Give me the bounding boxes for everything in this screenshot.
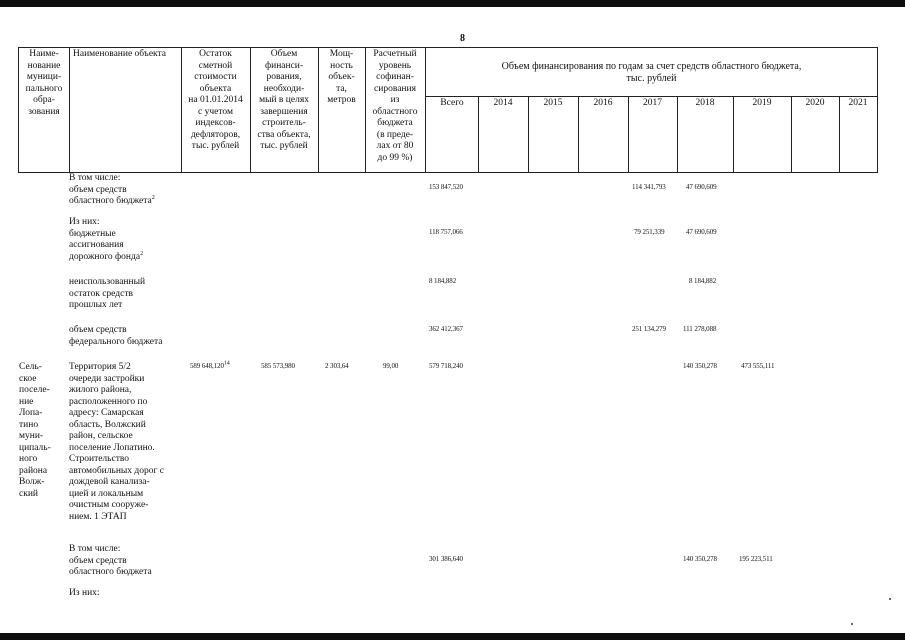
cell-cofinancing-level: 99,00 <box>383 362 399 370</box>
cell-2019: 473 555,111 <box>741 362 775 370</box>
cell-total: 118 757,066 <box>429 228 463 236</box>
table-row-label: В том числе: объем средств областного бюджета <box>69 544 152 577</box>
header-year-2014: 2014 <box>493 98 513 108</box>
header-funding-needed: Объем финанси- рования, необходи- мый в целях завершения строитель- ства объекта, тыс. рублей <box>257 49 311 151</box>
header-year-total: Всего <box>440 98 464 108</box>
header-municipality: Наиме- нование муници- пального обра- зования <box>25 49 63 117</box>
cell-total: 301 386,640 <box>429 555 463 563</box>
cell-funding-needed: 585 573,980 <box>261 362 295 370</box>
table-row-label: Из них: бюджетные ассигнования дорожного фонда$^2$ <box>69 217 144 262</box>
cell-capacity: 2 303,64 <box>325 362 349 370</box>
cell-2017: 114 341,793 <box>632 183 666 191</box>
table-row-label: неиспользованный остаток средств прошлых лет <box>69 277 146 310</box>
cell-total: 362 412,367 <box>429 325 463 333</box>
header-capacity: Мощ- ность объек- та, метров <box>327 49 356 105</box>
cell-2018: 111 278,088 <box>683 325 717 333</box>
header-year-2016: 2016 <box>593 98 613 108</box>
header-year-2019: 2019 <box>752 98 772 108</box>
cell-total: 8 184,882 <box>429 277 457 285</box>
cell-total: 579 718,240 <box>429 362 463 370</box>
cell-2017: 251 134,279 <box>632 325 666 333</box>
top-border <box>0 0 905 7</box>
bottom-border <box>0 633 905 640</box>
header-cofinancing-level: Расчетный уровень софинан- сирования из областного бюджета (в преде- лах от 80 до 99 %) <box>372 49 418 163</box>
table-row-label: В том числе: объем средств областного бюджета$^2$ <box>69 173 155 206</box>
cell-2018: 8 184,882 <box>689 277 717 285</box>
object-name: Территория 5/2 очереди застройки жилого района, расположенного по адресу: Самарская область, Волжский район, сельское поселение Лопатино. Строительство автомобильных дорог с дождевой канализа- цией и локальным очистным сооруже- нием. 1 ЭТАП <box>69 362 164 522</box>
header-year-2018: 2018 <box>695 98 715 108</box>
header-year-2015: 2015 <box>543 98 563 108</box>
header-year-2020: 2020 <box>805 98 825 108</box>
cell-balance: 589 648,120$^{14}$ <box>190 360 230 370</box>
cell-total: 153 847,520 <box>429 183 463 191</box>
scan-speck <box>851 623 853 625</box>
municipality-name: Сель- ское поселе- ние Лопа- тино муни- ципаль- ного района Волж- ский <box>19 362 51 499</box>
table-row-label: Из них: <box>69 588 100 598</box>
header-funding-by-year: Объем финансирования по годам за счет средств областного бюджета, тыс. рублей <box>501 61 802 84</box>
header-balance: Остаток сметной стоимости объекта на 01.01.2014 с учетом индексов- дефляторов, тыс. рублей <box>188 49 243 151</box>
cell-2018: 140 350,278 <box>683 362 717 370</box>
cell-2018: 47 690,609 <box>686 183 717 191</box>
cell-2018: 47 690,609 <box>686 228 717 236</box>
table-row-label: объем средств федерального бюджета <box>69 325 163 347</box>
header-year-2017: 2017 <box>643 98 662 108</box>
header-object-name: Наименование объекта <box>73 49 167 59</box>
scan-speck <box>889 598 891 600</box>
cell-2017: 79 251,339 <box>634 228 665 236</box>
page-number: 8 <box>460 33 465 44</box>
header-year-2021: 2021 <box>848 98 868 108</box>
cell-2019: 195 223,511 <box>739 555 773 563</box>
cell-2018: 140 350,278 <box>683 555 717 563</box>
